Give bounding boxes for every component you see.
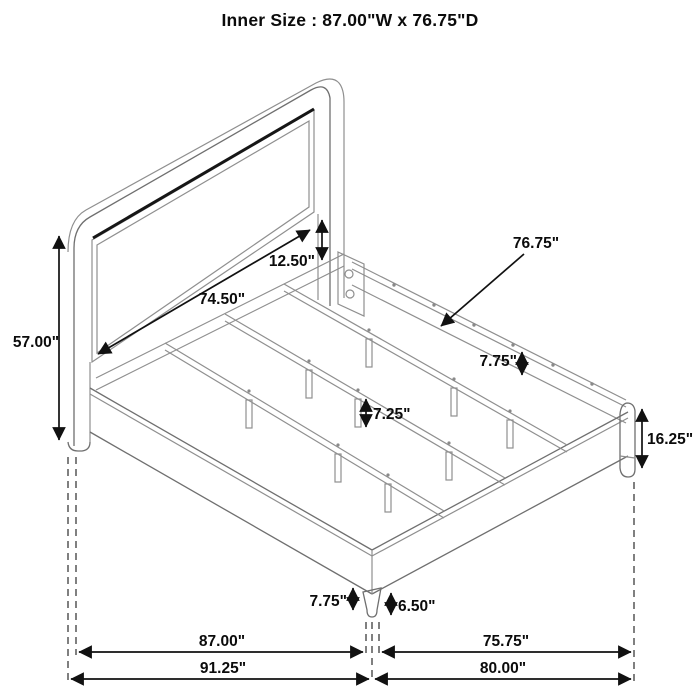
headboard-bracket-plate (338, 252, 364, 316)
support-rail-2-top (225, 314, 505, 478)
center-leg (366, 339, 372, 367)
left-rail-top-face (90, 394, 372, 556)
left-rail-top (90, 388, 372, 550)
right-rail-top (352, 262, 626, 400)
left-rail-bottom (90, 432, 372, 594)
center-leg (246, 400, 252, 428)
foot-rail-top (372, 412, 628, 550)
dim-inner-depth (441, 235, 559, 326)
dim-footboard-inner-depth (382, 633, 631, 652)
dim-inner-width (79, 633, 363, 652)
support-rail-3-top (284, 284, 567, 445)
dim-label-rail-floor-clearance: 16.25" (647, 431, 694, 448)
headboard (68, 79, 364, 451)
dim-foot-leg-visible-height (391, 593, 436, 615)
bracket-hole-top (345, 270, 353, 278)
center-leg (446, 452, 452, 480)
dim-label-foot-leg-height: 7.75" (309, 593, 347, 610)
dim-label-overall-depth: 80.00" (479, 660, 527, 677)
dim-side-rail-height (479, 352, 522, 375)
head-rail-top (96, 254, 344, 378)
dim-label-side-rail-height: 7.75" (479, 353, 517, 370)
headboard-left-leg-bottom (68, 442, 90, 451)
projection-lines (68, 457, 634, 683)
support-rail-1-bottom (165, 350, 444, 518)
center-leg (355, 399, 361, 427)
dim-label-inner-depth: 76.75" (512, 235, 560, 252)
dim-label-headboard-panel-width: 74.50" (198, 291, 246, 308)
center-leg (451, 388, 457, 416)
right-rail-ledge (352, 269, 626, 407)
bracket-hole-bottom (346, 290, 354, 298)
dim-label-footboard-inner-depth: 75.75" (482, 633, 530, 650)
diagram-title: Inner Size : 87.00"W x 76.75"D (221, 10, 479, 30)
dim-label-foot-leg-visible-height: 6.50" (398, 598, 436, 615)
dim-label-headboard-height: 57.00" (12, 334, 60, 351)
dim-label-overall-width: 91.25" (199, 660, 247, 677)
dim-rail-floor-clearance (642, 409, 693, 468)
foot-rail-bottom (372, 456, 628, 594)
corner-leg (620, 403, 635, 477)
dim-label-center-leg-height: 7.25" (373, 406, 411, 423)
center-leg (335, 454, 341, 482)
dim-foot-leg-height (309, 588, 353, 610)
dim-center-leg-height (366, 399, 411, 427)
dim-headboard-height (13, 236, 59, 440)
headboard-panel-top-accent (93, 109, 314, 238)
dim-panel-to-rail-gap (269, 220, 322, 270)
center-leg (306, 370, 312, 398)
dim-overall-depth (375, 660, 631, 679)
dim-label-panel-to-rail-gap: 12.50" (268, 253, 315, 270)
foot-rail-top-face (372, 418, 628, 556)
center-leg (385, 484, 391, 512)
dimension-annotations (13, 10, 693, 679)
dim-label-inner-width: 87.00" (198, 633, 246, 650)
dim-overall-width (71, 660, 369, 679)
support-rail-2-bottom (225, 321, 505, 485)
center-leg (507, 420, 513, 448)
